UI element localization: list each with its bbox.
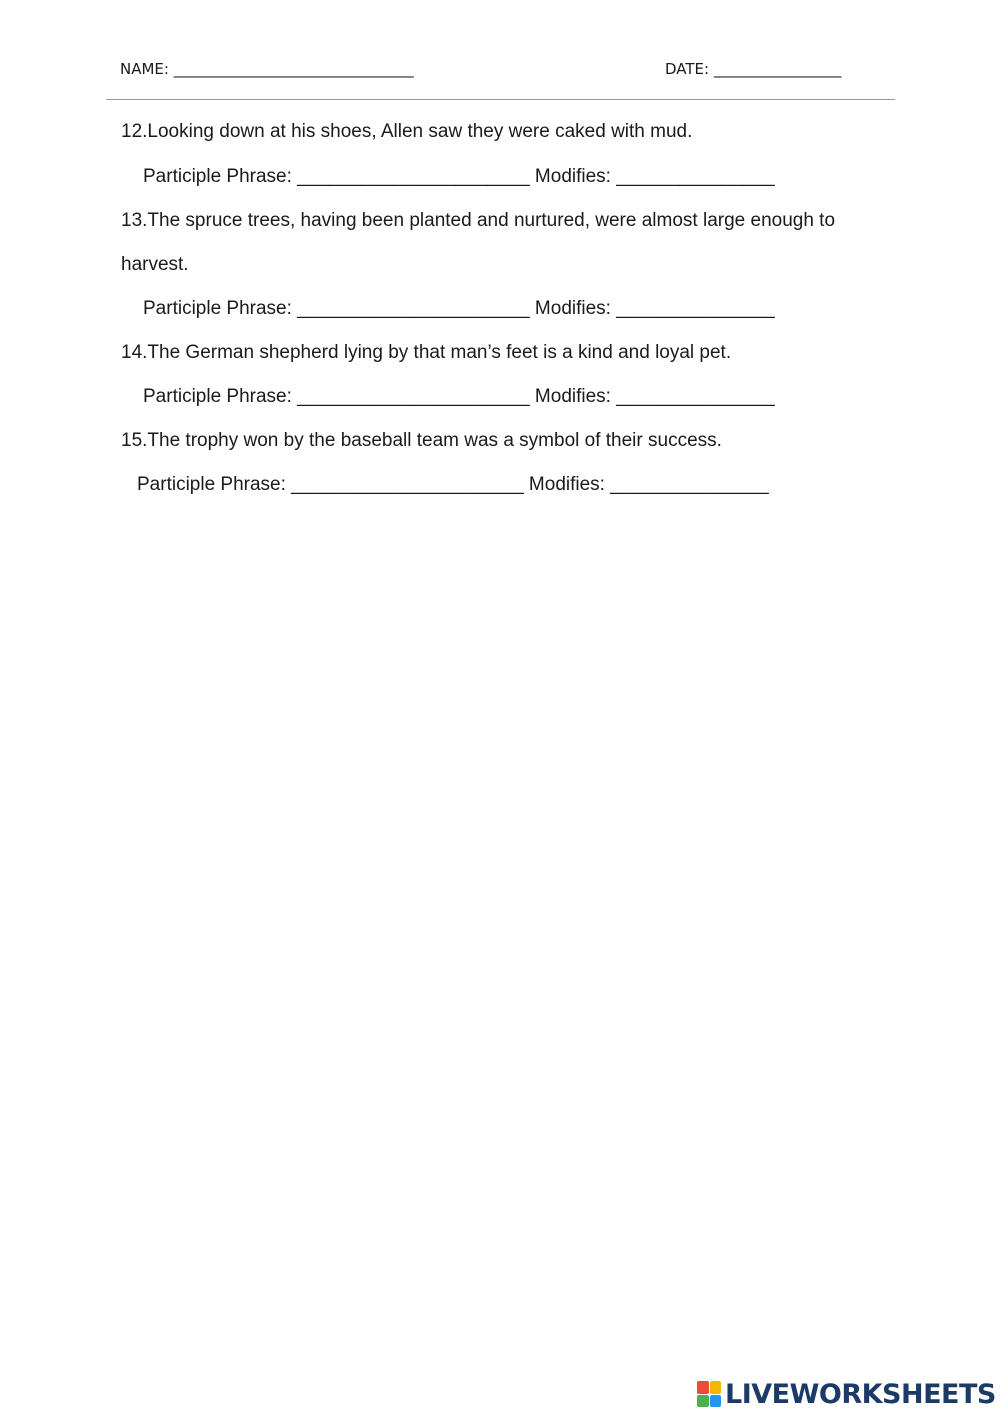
question-15-sentence: 15.The trophy won by the baseball team was a symbol of their success.	[121, 430, 722, 451]
logo-text: LIVEWORKSHEETS	[725, 1378, 996, 1410]
question-13-sentence: 13.The spruce trees, having been planted and nurtured, were almost large enough to	[121, 210, 836, 231]
question-14-sentence: 14.The German shepherd lying by that man’s feet is a kind and loyal pet.	[121, 342, 732, 363]
liveworksheets-logo	[697, 1378, 996, 1410]
worksheet-header	[120, 60, 880, 84]
liveworksheets-logo-icon	[697, 1381, 721, 1407]
question-14-answer-line[interactable]: Participle Phrase: ______________________ Modifies: _______________	[143, 386, 775, 407]
question-12-sentence: 12.Looking down at his shoes, Allen saw they were caked with mud.	[121, 121, 693, 142]
name-field[interactable]: NAME: ________________________________	[120, 60, 414, 78]
logo-square-blue	[710, 1395, 722, 1408]
logo-square-yellow	[710, 1381, 722, 1394]
question-15-answer-line[interactable]: Participle Phrase: ______________________ Modifies: _______________	[137, 474, 769, 495]
date-field[interactable]: DATE: _________________	[665, 60, 842, 78]
header-divider	[106, 99, 895, 100]
question-12-answer-line[interactable]: Participle Phrase: ______________________ Modifies: _______________	[143, 166, 775, 187]
logo-square-red	[697, 1381, 709, 1394]
question-13-sentence-continued: harvest.	[121, 254, 189, 275]
logo-square-green	[697, 1395, 709, 1408]
question-13-answer-line[interactable]: Participle Phrase: ______________________ Modifies: _______________	[143, 298, 775, 319]
